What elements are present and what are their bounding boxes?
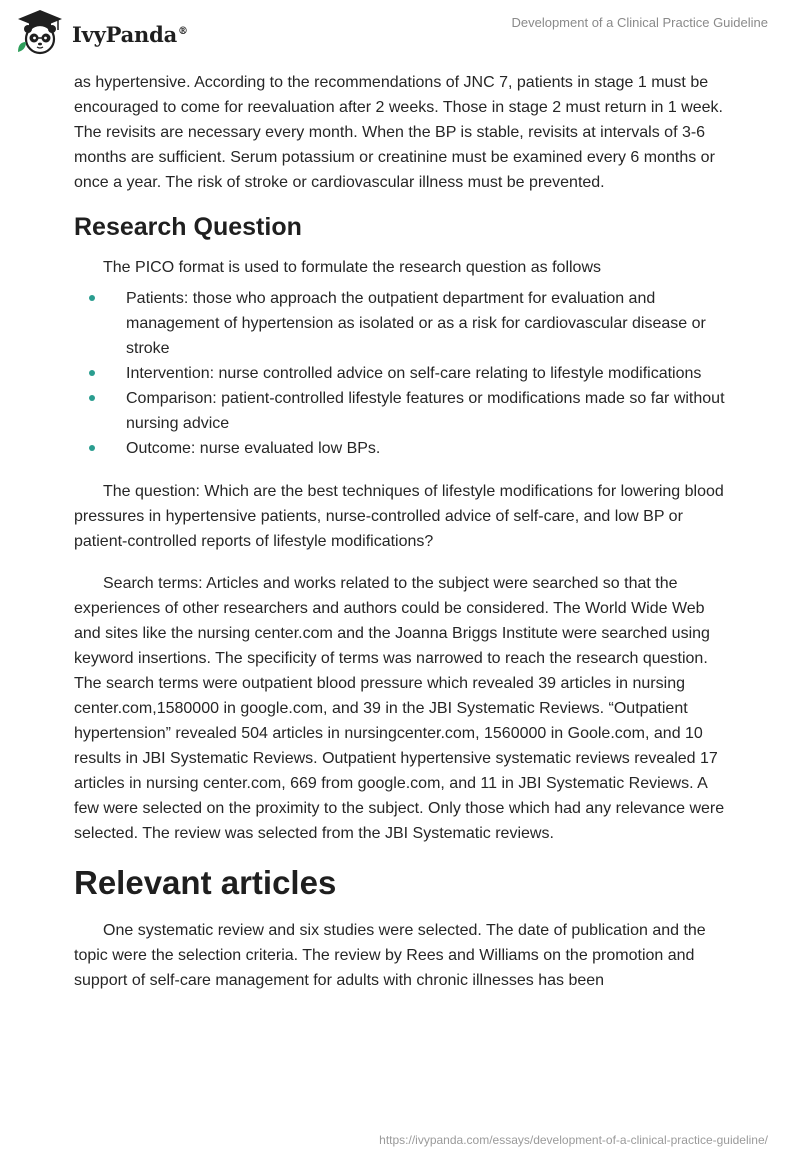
list-item: Patients: those who approach the outpatient department for evaluation and management of hypertension as isolated or as a risk for cardiovascular disease or stroke (126, 286, 734, 361)
pico-list (126, 286, 734, 461)
document-title: Development of a Clinical Practice Guideline (511, 15, 768, 30)
bullet-dot-icon (89, 395, 95, 401)
panda-graduate-logo-icon (14, 8, 66, 58)
research-question-heading: Research Question (74, 213, 302, 241)
source-url-link[interactable]: https://ivypanda.com/essays/development-of-a-clinical-practice-guideline/ (379, 1133, 768, 1147)
list-item: Outcome: nurse evaluated low BPs. (126, 436, 734, 461)
intro-paragraph: as hypertensive. According to the recommendations of JNC 7, patients in stage 1 must be encouraged to come for reevaluation after 2 weeks. Those in stage 2 must return in 1 week. The revisits are necessary every month. When the BP is stable, revisits at intervals of 3-6 months are sufficient. Serum potassium or creatinine must be examined every 6 months or once a year. The risk of stroke or cardiovascular illness must be prevented. (74, 74, 723, 191)
list-item: Intervention: nurse controlled advice on self-care relating to lifestyle modifications (126, 361, 734, 386)
page-header (0, 0, 800, 70)
list-item: Comparison: patient-controlled lifestyle features or modifications made so far without nursing advice (126, 386, 734, 436)
bullet-dot-icon (89, 295, 95, 301)
article-body (74, 70, 734, 1010)
bullet-dot-icon (89, 445, 95, 451)
bullet-dot-icon (89, 370, 95, 376)
relevant-articles-heading: Relevant articles (74, 864, 337, 901)
search-terms-paragraph: Search terms: Articles and works related to the subject were searched so that the experiences of other researchers and authors could be considered. The World Wide Web and sites like the nursing center.com and the Joanna Briggs Institute were searched using keyword insertions. The specificity of terms was narrowed to reach the research question. The search terms were outpatient blood pressure which revealed 39 articles in nursing center.com,1580000 in google.com, and 39 in the JBI Systematic Reviews. “Outpatient hypertension” revealed 504 articles in nursingcenter.com, 1560000 in Goole.com, and 10 results in JBI Systematic Reviews. Outpatient hypertensive systematic reviews revealed 17 articles in nursing center.com, 669 from google.com, and 11 in JBI Systematic Reviews. A few were selected on the proximity to the subject. Only those which had any relevance were selected. The review was selected from the JBI Systematic reviews. (74, 575, 725, 842)
question-paragraph: The question: Which are the best techniques of lifestyle modifications for lowering blood pressures in hypertensive patients, nurse-controlled advice of self-care, and low BP or patient-controlled reports of lifestyle modifications? (74, 483, 724, 550)
relevant-articles-paragraph: One systematic review and six studies were selected. The date of publication and the topic were the selection criteria. The review by Rees and Williams on the promotion and support of self-care management for adults with chronic illnesses has been (74, 922, 706, 989)
brand-logo[interactable] (14, 8, 188, 58)
pico-lead-paragraph: The PICO format is used to formulate the research question as follows (103, 259, 602, 276)
brand-name: IvyPanda® (72, 21, 188, 47)
